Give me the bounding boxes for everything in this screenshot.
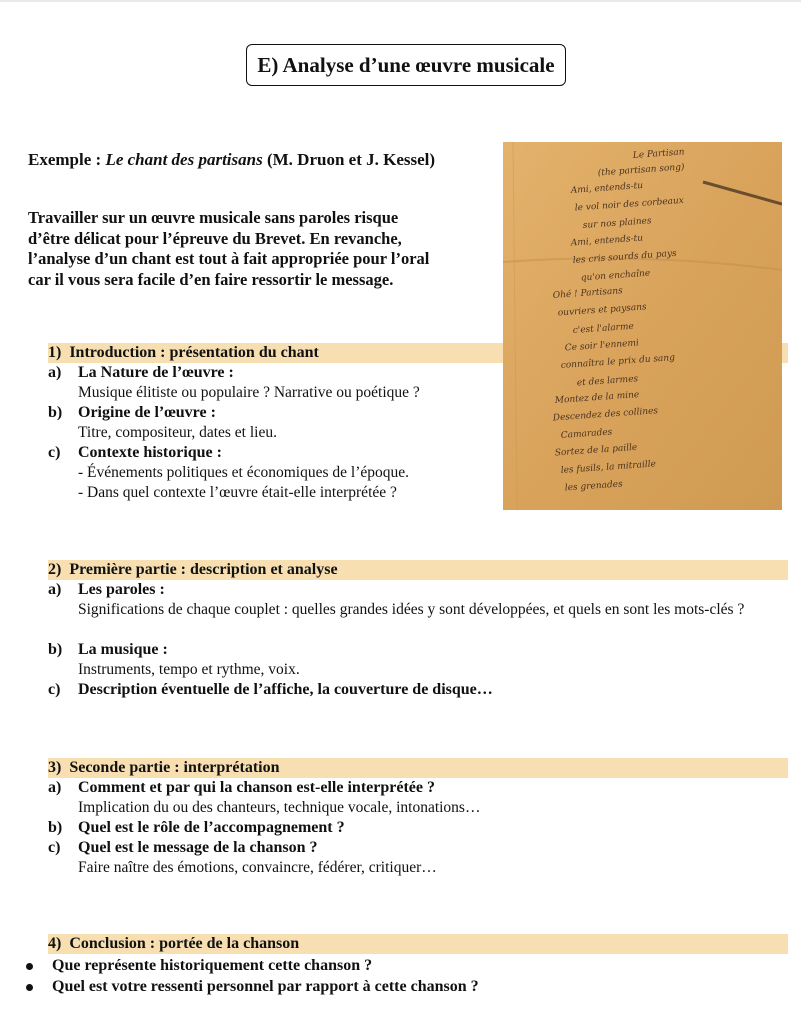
- manuscript-line: Ce soir l'ennemi: [564, 338, 640, 354]
- page-title: E) Analyse d’une œuvre musicale: [246, 44, 566, 86]
- item-label: c): [48, 839, 61, 856]
- example-label: Exemple :: [28, 150, 102, 169]
- section-title: Conclusion : portée de la chanson: [69, 935, 300, 952]
- item-title: Origine de l’œuvre :: [78, 404, 216, 421]
- manuscript-line: qu'on enchaîne: [580, 268, 651, 284]
- manuscript-line: Montez de la mine: [554, 390, 640, 406]
- bullet-text: Quel est votre ressenti personnel par rapport à cette chanson ?: [52, 978, 479, 995]
- manuscript-line: les cris sourds du pays: [572, 248, 677, 266]
- manuscript-line: Descendez des collines: [552, 406, 659, 424]
- manuscript-line: les grenades: [564, 479, 624, 494]
- item-label: a): [48, 364, 62, 381]
- bullet-dot-icon: [26, 963, 33, 970]
- section-number: 2): [48, 561, 62, 578]
- section-2-heading: [48, 560, 338, 580]
- item-title: Quel est le message de la chanson ?: [78, 839, 318, 856]
- section-title: Seconde partie : interprétation: [69, 759, 280, 776]
- item-detail: - Événements politiques et économiques de l’époque.: [78, 464, 410, 481]
- item-label: c): [48, 681, 61, 698]
- section-3-heading: [48, 758, 280, 778]
- section-number: 1): [48, 344, 62, 361]
- section-4-heading: [48, 934, 299, 954]
- example-work-title: Le chant des partisans: [105, 150, 263, 169]
- manuscript-line: le vol noir des corbeaux: [574, 195, 685, 214]
- section-title: Première partie : description et analyse: [69, 561, 338, 578]
- manuscript-line: Ohé ! Partisans: [552, 286, 624, 301]
- item-detail: Musique élitiste ou populaire ? Narrative ou poétique ?: [78, 384, 420, 401]
- item-detail: Titre, compositeur, dates et lieu.: [78, 424, 277, 441]
- bullet-dot-icon: [26, 984, 33, 991]
- item-title: La Nature de l’œuvre :: [78, 364, 234, 381]
- intro-paragraph: [28, 208, 468, 290]
- section-number: 3): [48, 759, 62, 776]
- item-detail: Significations de chaque couplet : quelles grandes idées y sont développées, et quels en sont les mots-clés ?: [78, 601, 745, 618]
- top-divider: [0, 0, 801, 2]
- item-label: a): [48, 581, 62, 598]
- example-line: [28, 150, 435, 170]
- section-number: 4): [48, 935, 62, 952]
- item-detail: Instruments, tempo et rythme, voix.: [78, 661, 300, 678]
- item-detail: - Dans quel contexte l’œuvre était-elle interprétée ?: [78, 484, 397, 501]
- item-title: Comment et par qui la chanson est-elle interprétée ?: [78, 779, 435, 796]
- intro-line: d’être délicat pour l’épreuve du Brevet. En revanche,: [28, 228, 402, 248]
- intro-line: car il vous sera facile d’en faire ressortir le message.: [28, 269, 394, 289]
- manuscript-line: connaîtra le prix du sang: [560, 353, 676, 371]
- manuscript-line: Sortez de la paille: [554, 442, 638, 459]
- item-title: Contexte historique :: [78, 444, 222, 461]
- item-title: Les paroles :: [78, 581, 165, 598]
- intro-line: l’analyse d’un chant est tout à fait appropriée pour l’oral: [28, 249, 430, 268]
- item-label: b): [48, 819, 63, 836]
- item-label: a): [48, 779, 62, 796]
- manuscript-line: Le Partisan: [632, 147, 685, 161]
- manuscript-line: Ami, entends-tu: [570, 233, 644, 249]
- bullet-text: Que représente historiquement cette chanson ?: [52, 957, 373, 974]
- manuscript-image: [503, 142, 782, 510]
- item-label: b): [48, 404, 63, 421]
- manuscript-line: sur nos plaines: [582, 216, 652, 231]
- manuscript-line: Camarades: [560, 427, 613, 441]
- item-title: Quel est le rôle de l’accompagnement ?: [78, 819, 345, 836]
- item-detail: Faire naître des émotions, convaincre, fédérer, critiquer…: [78, 859, 437, 876]
- item-title: Description éventuelle de l’affiche, la couverture de disque…: [78, 681, 493, 698]
- manuscript-line: ouvriers et paysans: [557, 302, 648, 319]
- manuscript-line: les fusils, la mitraille: [560, 459, 657, 476]
- item-detail: Implication du ou des chanteurs, technique vocale, intonations…: [78, 799, 481, 816]
- manuscript-line: (the partisan song): [597, 162, 685, 179]
- example-authors: (M. Druon et J. Kessel): [266, 150, 436, 169]
- section-1-heading: [48, 343, 319, 363]
- item-title: La musique :: [78, 641, 168, 658]
- manuscript-line: et des larmes: [576, 374, 639, 389]
- section-title: Introduction : présentation du chant: [69, 344, 319, 361]
- item-label: c): [48, 444, 61, 461]
- manuscript-line: Ami, entends-tu: [570, 180, 644, 196]
- manuscript-line: c'est l'alarme: [572, 321, 635, 336]
- item-label: b): [48, 641, 63, 658]
- intro-line: Travailler sur un œuvre musicale sans paroles risque: [28, 208, 399, 227]
